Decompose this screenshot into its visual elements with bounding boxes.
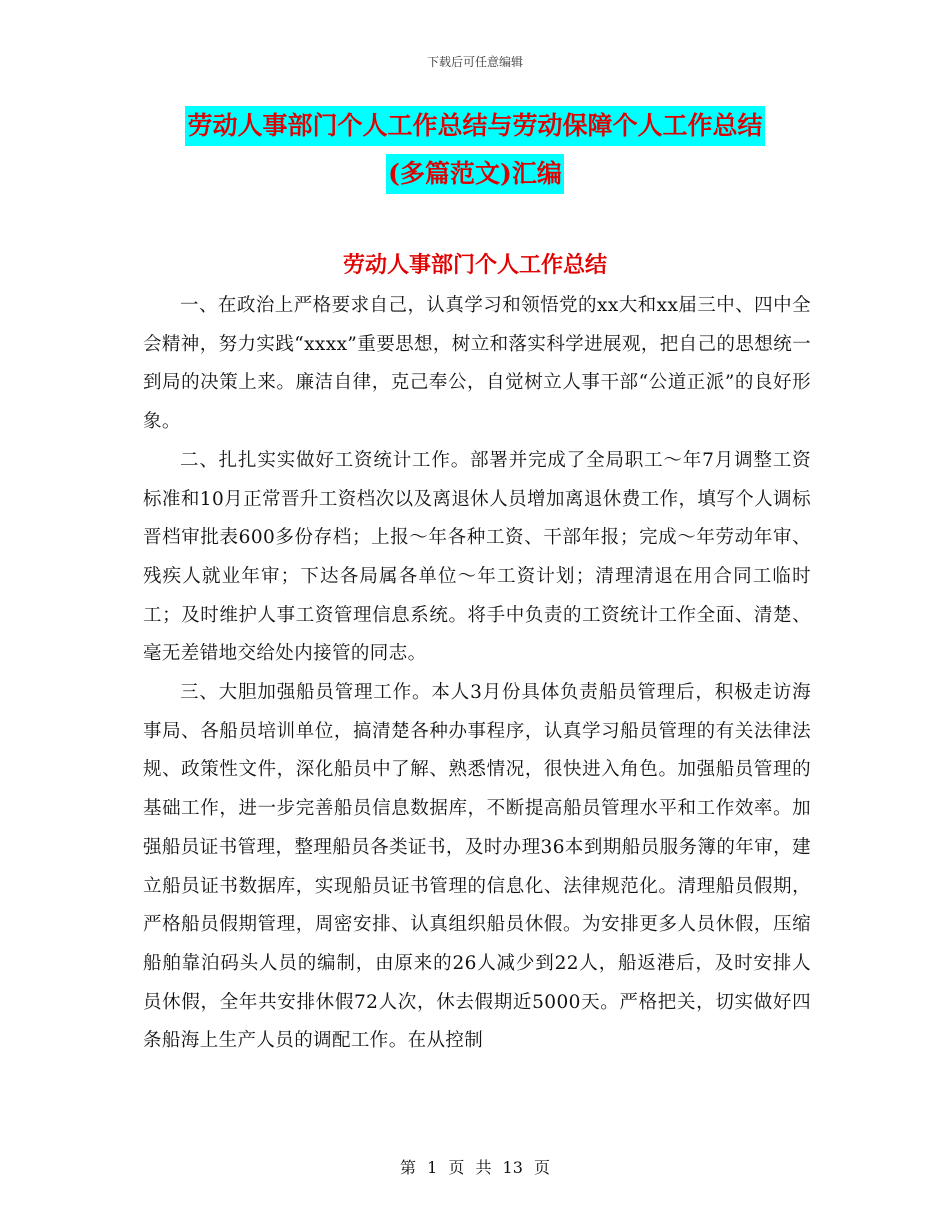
- section-title: 劳动人事部门个人工作总结: [342, 252, 607, 278]
- body-text: [143, 287, 811, 1061]
- paragraph-3: 三、大胆加强船员管理工作。本人3月份具体负责船员管理后，积极走访海事局、各船员培训单位，搞清楚各种办事程序，认真学习船员管理的有关法律法规、政策性文件，深化船员中了解、熟悉情况，很快进入角色。加强船员管理的基础工作，进一步完善船员信息数据库，不断提高船员管理水平和工作效率。加强船员证书管理，整理船员各类证书，及时办理36本到期船员服务簿的年审，建立船员证书数据库，实现船员证书管理的信息化、法律规范化。清理船员假期，严格船员假期管理，周密安排、认真组织船员休假。为安排更多人员休假，压缩船舶靠泊码头人员的编制，由原来的26人减少到22人，船返港后，及时安排人员休假，全年共安排休假72人次，休去假期近5000天。严格把关，切实做好四条船海上生产人员的调配工作。在从控制: [143, 682, 811, 1052]
- paragraph-1: 一、在政治上严格要求自己，认真学习和领悟党的xx大和xx届三中、四中全会精神，努力实践“xxxx”重要思想，树立和落实科学进展观，把自己的思想统一到局的决策上来。廉洁自律，克己奉公，自觉树立人事干部“公道正派”的良好形象。: [143, 295, 811, 433]
- title-line-2: (多篇范文)汇编: [386, 154, 564, 194]
- document-title: [0, 106, 950, 202]
- title-line-1: 劳动人事部门个人工作总结与劳动保障个人工作总结: [185, 106, 764, 146]
- header-note: 下载后可任意编辑: [426, 55, 523, 69]
- page-footer: 第 1 页 共 13 页: [400, 1158, 550, 1177]
- paragraph-2: 二、扎扎实实做好工资统计工作。部署并完成了全局职工～年7月调整工资标准和10月正常晋升工资档次以及离退休人员增加离退休费工作，填写个人调标晋档审批表600多份存档；上报～年各种工资、干部年报；完成～年劳动年审、残疾人就业年审；下达各局属各单位～年工资计划；清理清退在用合同工临时工；及时维护人事工资管理信息系统。将手中负责的工资统计工作全面、清楚、毫无差错地交给处内接管的同志。: [143, 449, 811, 665]
